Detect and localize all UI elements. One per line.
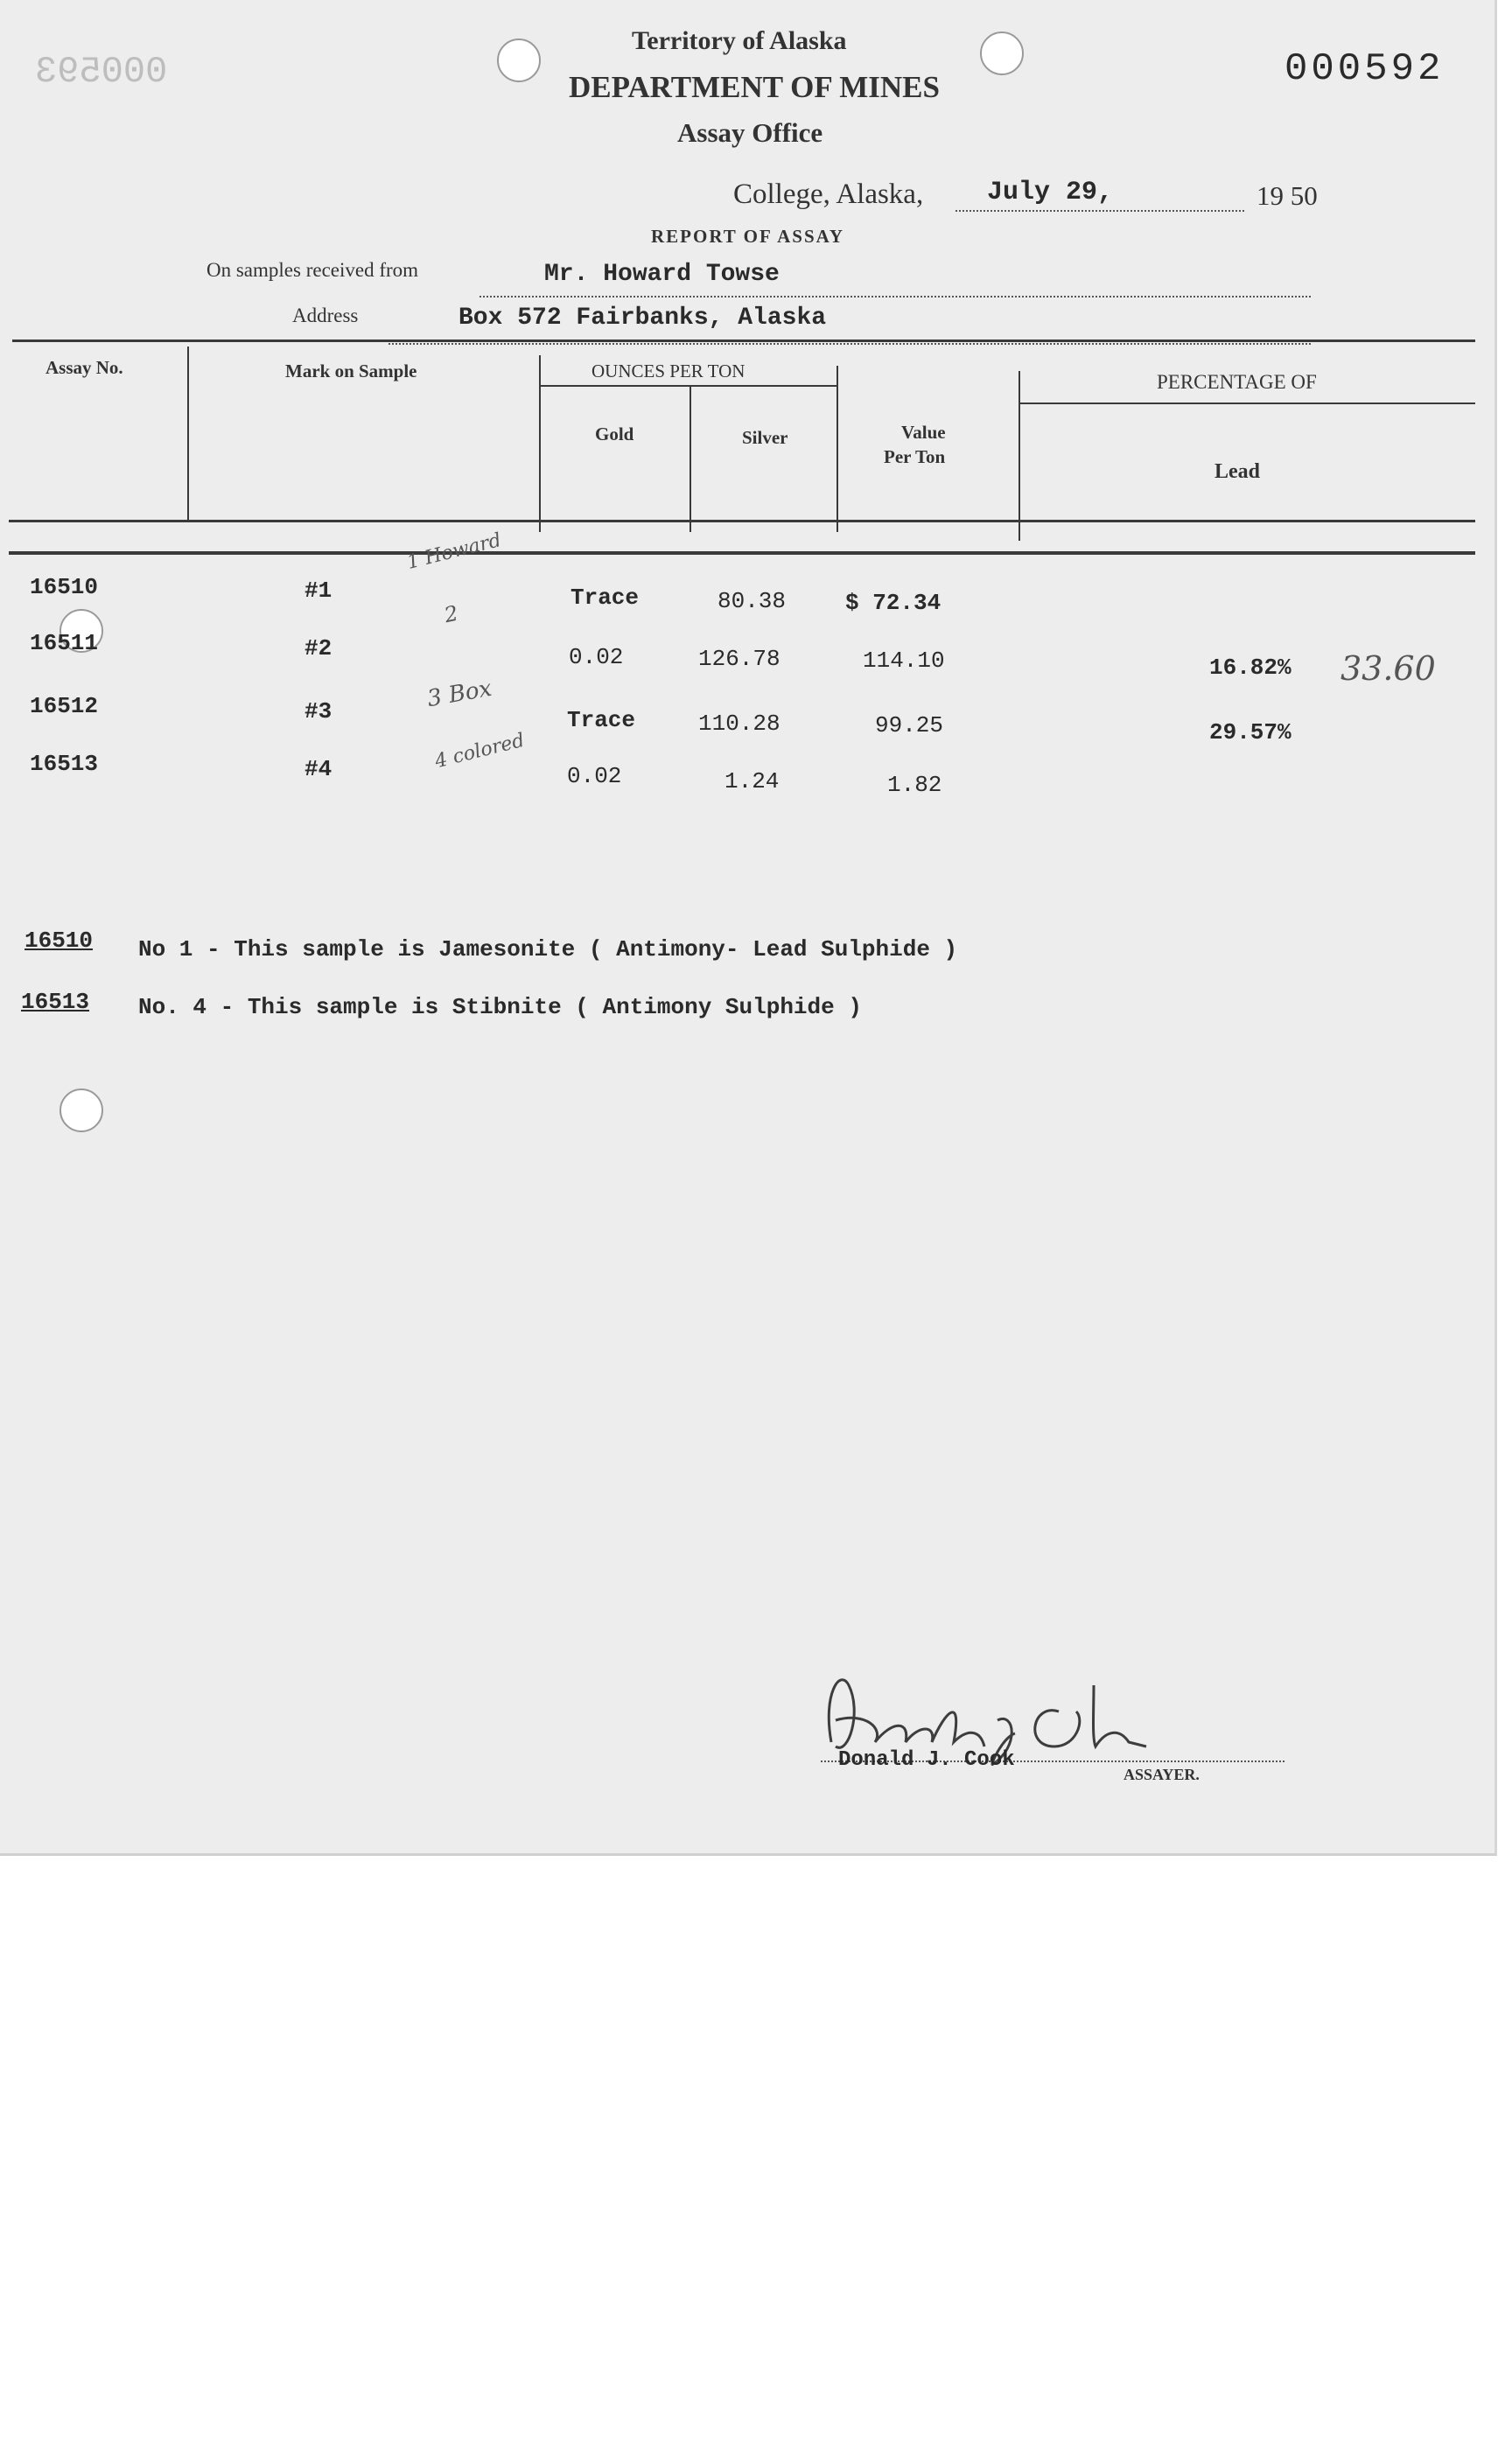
assayer-title: ASSAYER. (1124, 1766, 1200, 1783)
address-line (388, 343, 1311, 345)
handwritten-lead-note: 33.60 (1340, 649, 1436, 688)
gold-cell: 0.02 (567, 763, 622, 789)
mark-cell: #3 (304, 698, 332, 724)
address-value: Box 572 Fairbanks, Alaska (458, 304, 827, 332)
mark-cell: #2 (304, 635, 332, 662)
place-label: College, Alaska, (733, 178, 924, 210)
col-per-ton: Per Ton (884, 446, 946, 467)
handwritten-note: 1 Howard (404, 529, 504, 574)
silver-cell: 126.78 (698, 646, 780, 672)
date-line (956, 210, 1244, 212)
handwritten-note: 3 Box (424, 675, 494, 713)
report-year: 19 50 (1256, 180, 1318, 211)
percentage-rule (1020, 402, 1475, 404)
received-from-line (480, 296, 1311, 298)
silver-cell: 1.24 (724, 768, 780, 794)
column-divider (690, 385, 691, 532)
report-date: July 29, (987, 178, 1114, 207)
note-assay-no: 16513 (21, 989, 90, 1015)
assay-no-cell: 16512 (30, 693, 99, 719)
silver-cell: 80.38 (718, 588, 787, 614)
handwritten-note: 2 (442, 600, 461, 628)
col-percentage-of: PERCENTAGE OF (1157, 371, 1317, 393)
silver-cell: 110.28 (698, 710, 780, 737)
gold-cell: Trace (567, 707, 636, 733)
assay-no-cell: 16513 (30, 751, 99, 777)
handwritten-note: 4 colored (432, 729, 527, 774)
table-body-rule (9, 551, 1475, 555)
assayer-name: Donald J. Cook (838, 1748, 1015, 1772)
table-top-rule (12, 340, 1475, 342)
punch-hole (60, 1088, 103, 1132)
bleed-through-number: 000593 (35, 51, 168, 93)
office-title: Assay Office (677, 117, 823, 148)
gold-cell: 0.02 (569, 644, 624, 670)
received-from-label: On samples received from (206, 259, 419, 281)
col-silver: Silver (742, 427, 788, 448)
col-ounces-per-ton: OUNCES PER TON (592, 360, 746, 382)
gold-cell: Trace (570, 584, 640, 611)
address-label: Address (292, 304, 359, 326)
received-from-value: Mr. Howard Towse (544, 261, 780, 288)
lead-cell: 29.57% (1209, 719, 1292, 746)
mark-cell: #4 (304, 756, 332, 782)
col-lead: Lead (1214, 460, 1261, 483)
column-divider (836, 366, 838, 532)
punch-hole (980, 32, 1024, 75)
column-divider (539, 355, 541, 532)
col-mark: Mark on Sample (285, 360, 417, 382)
assay-no-cell: 16510 (30, 574, 99, 600)
table-header-rule (9, 520, 1475, 522)
column-divider (1018, 371, 1020, 541)
note-text: No 1 - This sample is Jamesonite ( Antimony- Lead Sulphide ) (138, 936, 958, 962)
document-number: 000592 (1284, 47, 1445, 91)
territory-title: Territory of Alaska (632, 26, 847, 55)
col-gold: Gold (595, 424, 634, 444)
ounces-rule (541, 385, 838, 387)
note-text: No. 4 - This sample is Stibnite ( Antimony Sulphide ) (138, 994, 862, 1020)
value-cell: 114.10 (863, 648, 945, 674)
assay-no-cell: 16511 (30, 630, 99, 656)
value-cell: $ 72.34 (845, 590, 942, 616)
value-cell: 1.82 (887, 772, 942, 798)
mark-cell: #1 (304, 578, 332, 604)
col-value: Value (901, 422, 946, 443)
note-assay-no: 16510 (24, 928, 94, 954)
department-title: DEPARTMENT OF MINES (569, 70, 940, 104)
report-title: REPORT OF ASSAY (651, 226, 845, 247)
lead-cell: 16.82% (1209, 654, 1292, 681)
value-cell: 99.25 (875, 712, 944, 738)
col-assay-no: Assay No. (46, 357, 123, 378)
punch-hole (497, 38, 541, 82)
column-divider (187, 346, 189, 520)
